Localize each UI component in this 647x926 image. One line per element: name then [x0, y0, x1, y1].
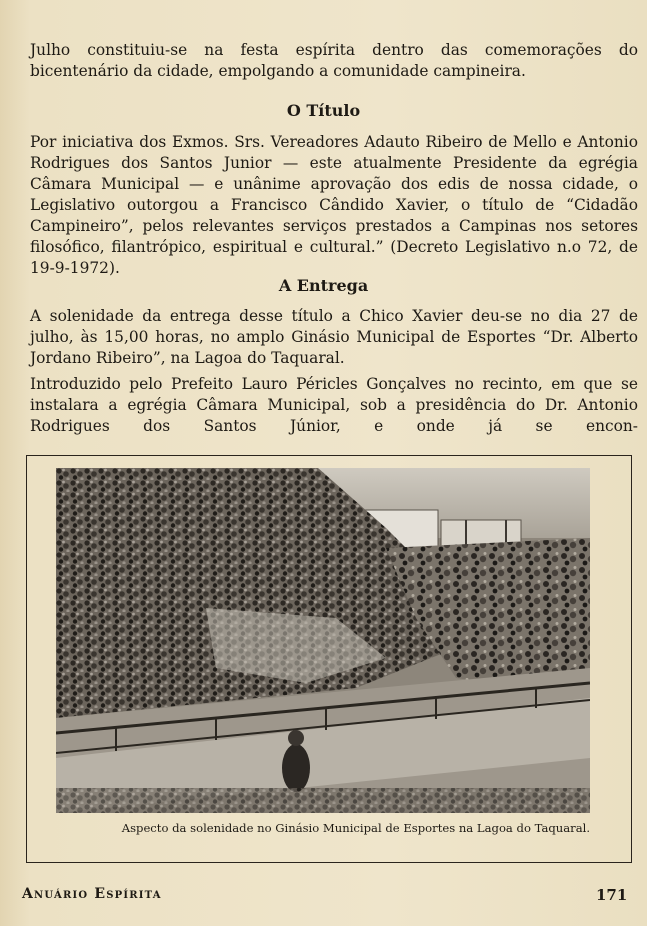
page-number: 171: [596, 886, 628, 904]
section-heading-entrega: A Entrega: [278, 276, 369, 295]
running-title: Anuário Espírita: [22, 886, 162, 902]
intro-paragraph: Julho constituiu-se na festa espírita dentro das comemorações do bicentenário da cidade, empolgando a comunidade campineira.: [30, 41, 638, 80]
photo-caption: Aspecto da solenidade no Ginásio Municipal de Esportes na Lagoa do Taquaral.: [121, 821, 590, 835]
titulo-paragraph: Por iniciativa dos Exmos. Srs. Vereadores Adauto Ribeiro de Mello e Antonio Rodrigues dos Santos Junior — este atualmente Presidente da egrégia Câmara Municipal — e unânime aprovação dos edis de nossa cidade, o Legislativo outorgou a Francisco Cândido Xavier, o título de “Cidadão Campineiro”, pelos relevantes serviços prestados a Campinas nos setores filosófico, filantrópico, espiritual e cultural.” (Decreto Legislativo n.o 72, de 19-9-1972).: [30, 133, 638, 277]
photo-ceremony-gymnasium: [56, 468, 590, 813]
entrega-paragraph-2: Introduzido pelo Prefeito Lauro Péricles Gonçalves no recinto, em que se instalara a egrégia Câmara Municipal, sob a presidência do Dr. Antonio Rodrigues dos Santos Júnior, e onde já se encon-: [30, 375, 638, 435]
photo-illustration: [56, 468, 590, 813]
section-heading-titulo: O Título: [286, 101, 361, 120]
entrega-paragraph-1: A solenidade da entrega desse título a Chico Xavier deu-se no dia 27 de julho, às 15,00 horas, no amplo Ginásio Municipal de Esportes “Dr. Alberto Jordano Ribeiro”, na Lagoa do Taquaral.: [30, 307, 638, 367]
